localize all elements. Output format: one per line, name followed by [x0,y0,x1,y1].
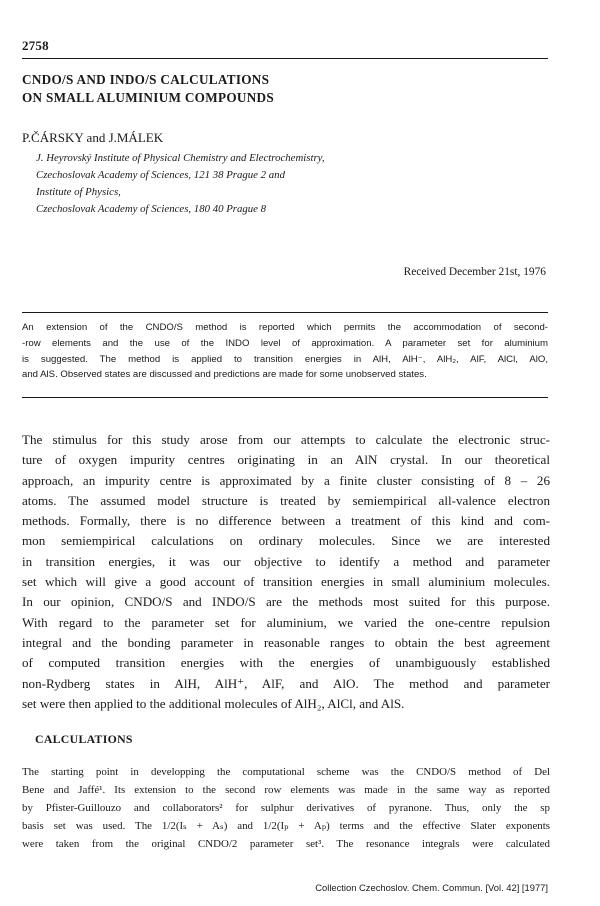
affiliation-line: Czechoslovak Academy of Sciences, 121 38 Prague 2 and [36,169,285,181]
body-line: In our opinion, CNDO/S and INDO/S are the methods most suited for this purpose. [22,594,550,610]
journal-footer: Collection Czechoslov. Chem. Commun. [Vol. 42] [1977] [315,882,548,893]
abstract-bottom-rule [22,397,548,398]
body-line: set were then applied to the additional molecules of AlH₂, AlCl, and AlS. [22,695,405,711]
body-line: integral and the bonding parameter in reasonable ranges to obtain the best agreement [22,634,550,650]
body-line: methods. Formally, there is no difference between a treatment of this kind and com- [22,513,550,529]
abstract [22,320,548,383]
abstract-line: -row elements and the use of the INDO level of approximation. A parameter set for aluminium [22,337,548,349]
calc-line: were taken from the original CNDO/2 parameter set³. The resonance integrals were calculated [22,838,550,850]
body-line: in transition energies, it was our objective to identify a method and parameter [22,553,550,569]
page-number: 2758 [22,38,49,53]
body-line: With regard to the parameter set for aluminium, we varied the one-centre repulsion [22,614,550,630]
body-line: set which will give a good account of transition energies in small aluminium molecules. [22,574,550,590]
body-line: mon semiempirical calculations on ordinary molecules. Since we are interested [22,533,550,549]
article-title [22,71,274,107]
abstract-line: and AlS. Observed states are discussed and predictions are made for some unobserved states. [22,369,427,381]
affiliation [36,150,325,218]
body-line: atoms. The assumed model structure is treated by semiempirical all-valence electron [22,492,550,508]
header-rule [22,58,548,59]
title-line-2: ON SMALL ALUMINIUM COMPOUNDS [22,90,275,105]
body-line: non-Rydberg states in AlH, AlH⁺, AlF, and AlO. The method and parameter [22,675,550,691]
authors: P.ČÁRSKY and J.MÁLEK [22,130,164,145]
abstract-top-rule [22,312,548,313]
title-line-1: CNDO/S AND INDO/S CALCULATIONS [22,72,270,87]
body-line: of computed transition energies with the energies of unambiguously established [22,655,550,671]
body-line: ture of oxygen impurity centres originating in an AlN crystal. In our theoretical [22,452,550,468]
abstract-line: An extension of the CNDO/S method is reported which permits the accommodation of second- [22,322,548,333]
section-heading: CALCULATIONS [35,732,133,746]
calc-line: by Pfister-Guillouzo and collaborators² for sulphur derivatives of pyranone. Thus, only the sp [22,802,550,814]
body-line: approach, an impurity centre is approximated by a finite cluster consisting of 8 – 26 [22,472,550,488]
calc-line: The starting point in developping the computational scheme was the CNDO/S method of Del [22,766,550,778]
received-date: Received December 21st, 1976 [403,266,546,278]
calc-line: Bene and Jaffé¹. Its extension to the second row elements was made in the same way as reported [22,784,550,796]
abstract-line: is suggested. The method is applied to transition energies in AlH, AlH⁻, AlH₂, AlF, AlCl, AlO, [22,353,548,365]
body-line: The stimulus for this study arose from our attempts to calculate the electronic struc- [22,432,550,447]
introduction-text [22,430,550,714]
affiliation-line: Czechoslovak Academy of Sciences, 180 40 Prague 8 [36,203,267,215]
affiliation-line: J. Heyrovský Institute of Physical Chemistry and Electrochemistry, [36,152,325,164]
affiliation-line: Institute of Physics, [36,186,121,198]
calculations-text [22,763,550,853]
calc-line: basis set was used. The 1/2(Iₛ + Aₛ) and 1/2(Iₚ + Aₚ) terms and the effective Slater exponents [22,820,550,832]
